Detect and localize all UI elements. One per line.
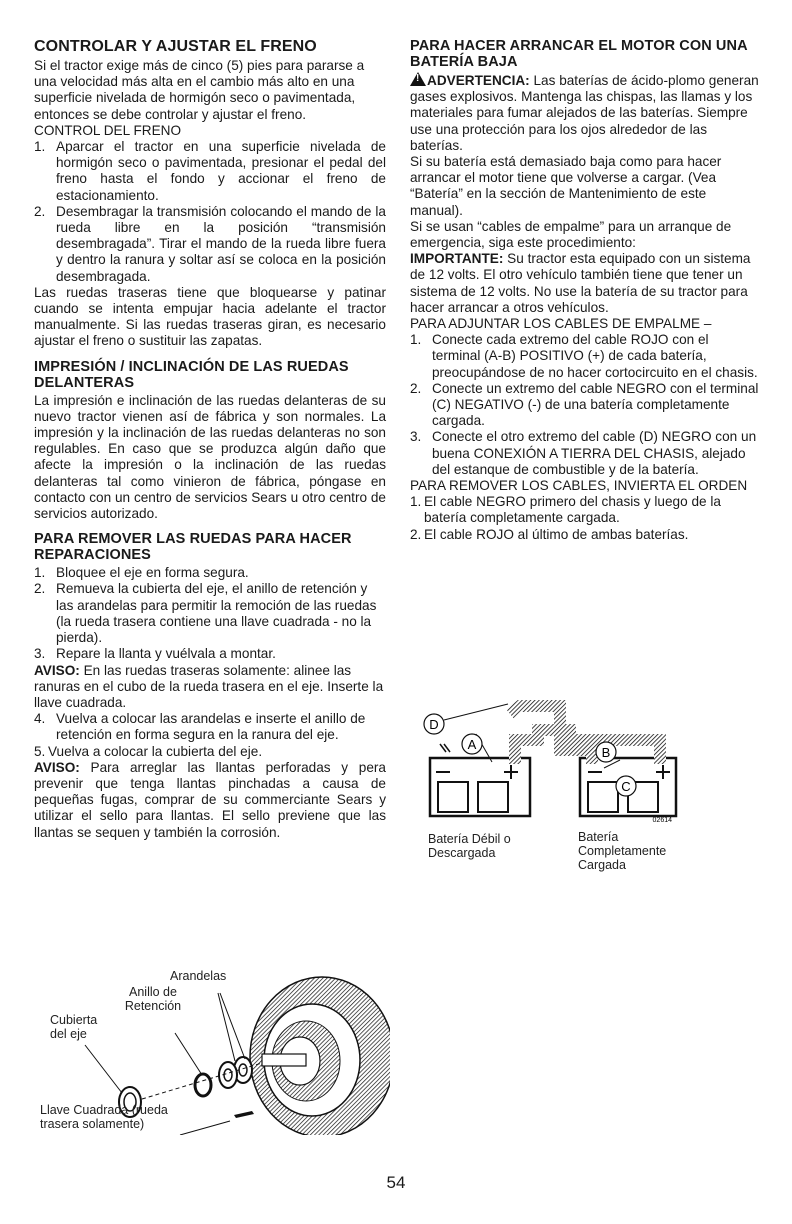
- remove-wheels-steps: [34, 565, 386, 662]
- list-item: 1. Bloquee el eje en forma segura.: [34, 565, 249, 581]
- list-item: 2. El cable ROJO al último de ambas baterías.: [410, 526, 689, 542]
- brake-heading: CONTROLAR Y AJUSTAR EL FRENO: [34, 38, 317, 55]
- list-item: 1. Conecte cada extremo del cable ROJO con el terminal (A-B) POSITIVO (+) de cada batería, preocupándose de no hacer cortocircuito en el chasis.: [410, 332, 758, 380]
- battery-diagram: [420, 700, 680, 830]
- warning-paragraph: !ADVERTENCIA: Las baterías de ácido-plomo generan gases explosivos. Mantenga las chispas, las llamas y los materiales para fumar alejados de las baterías. Siempre use una protección para los ojos alrededor de las baterías.: [410, 72, 760, 154]
- list-item: 2. Remueva la cubierta del eje, el anillo de retención y las arandelas para permitir la remoción de las ruedas (la rueda trasera contiene una llave cuadrada - no la pierda).: [34, 581, 377, 646]
- battery-jump-figure: [420, 700, 680, 875]
- list-item: 3. Conecte el otro extremo del cable (D) NEGRO con un buena CONEXIÓN A TIERRA DEL CHASIS, alejado del estanque de combustible y de la batería.: [410, 429, 757, 477]
- brake-control-subheading: CONTROL DEL FRENO: [34, 122, 182, 138]
- toe-heading: IMPRESIÓN / INCLINACIÓN DE LAS RUEDAS DELANTERAS: [34, 358, 349, 391]
- toe-text: La impresión e inclinación de las ruedas delanteras de su nuevo tractor vienen así de fábrica y son normales. La impresión y la inclinación de las ruedas delanteras no son regulables. En caso que se produzca algún daño que afecte la impresión o la inclinación de las ruedas delanteras tal como vinieron de fábrica, póngase en contacto con un centro de servicios Sears u otro centro de servicios autorizado.: [34, 392, 386, 522]
- list-item: 2. Conecte un extremo del cable NEGRO con el terminal (C) NEGATIVO (-) de una batería completamente cargada.: [410, 380, 759, 429]
- label-arandelas: Arandelas: [170, 969, 227, 983]
- aviso-1: AVISO: En las ruedas traseras solamente: alinee las ranuras en el cubo de la rueda trasera en el eje. Inserte la llave cuadrada.: [34, 662, 384, 710]
- attach-steps: [410, 332, 760, 478]
- label-weak-battery: Batería Débil o Descargada: [428, 832, 511, 860]
- list-item: 5. Vuelva a colocar la cubierta del eje.: [34, 743, 263, 759]
- remove-cables-heading: PARA REMOVER LOS CABLES, INVIERTA EL ORDEN: [410, 478, 748, 494]
- warning-icon: [410, 72, 426, 86]
- callout-b: B: [601, 745, 611, 760]
- brake-steps: [34, 139, 386, 285]
- label-cubierta: Cubierta del eje: [50, 1013, 98, 1041]
- figure-code: 02614: [652, 817, 672, 824]
- left-column: [34, 38, 386, 841]
- wheel-assembly-figure: [30, 965, 390, 1135]
- callout-c: C: [621, 779, 631, 794]
- label-anillo: Anillo de Retención: [124, 985, 182, 1013]
- jumper-intro: Si se usan “cables de empalme” para un arranque de emergencia, siga este procedimiento:: [410, 218, 732, 251]
- list-item: 4. Vuelva a colocar las arandelas e inserte el anillo de retención en forma segura en la ranura del eje.: [34, 711, 366, 743]
- list-item: 1. El cable NEGRO primero del chasis y luego de la batería completamente cargada.: [410, 494, 721, 526]
- list-item: 2. Desembragar la transmisión colocando el mando de la rueda libre en la posición “transmisión desembragada”. Tirar el mando de la rueda libre fuera y dentro la ranura y soltar así se coloca en la posición desembragada.: [34, 203, 386, 284]
- callout-d: D: [429, 717, 439, 732]
- attach-heading: PARA ADJUNTAR LOS CABLES DE EMPALME –: [410, 316, 712, 332]
- aviso-2: AVISO: Para arreglar las llantas perforadas y pera prevenir que tenga llantas pinchadas a causa de pequeñas fugas, comprar de su commerciante Sears y utilizar el sello para llantas. El sello previene que las llantas se sequen y también la corrosión.: [34, 759, 386, 840]
- important-paragraph: IMPORTANTE: Su tractor esta equipado con un sistema de 12 volts. El otro vehículo también tiene que tener un sistema de 12 volts. No use la batería de su tractor para hacer arrancar a otros vehículos.: [410, 251, 751, 315]
- brake-intro: Si el tractor exige más de cinco (5) pies para pararse a una velocidad más alta en el cambio más alto en una superficie nivelada de hormigón seco o pavimentada, entonces se debe controlar y ajustar el freno.: [34, 58, 365, 122]
- list-item: 3. Repare la llanta y vuélvala a montar.: [34, 646, 276, 662]
- callout-a: A: [467, 737, 477, 752]
- remove-wheels-heading: PARA REMOVER LAS RUEDAS PARA HACER REPARACIONES: [34, 531, 352, 564]
- brake-note: Las ruedas traseras tiene que bloquearse y patinar cuando se intenta empujar hacia adelante el tractor manualmente. Si las ruedas traseras giran, es necesario ajustar el freno o sustituir las zapatas.: [34, 284, 386, 349]
- page-number: 54: [386, 1173, 406, 1192]
- jump-start-heading: PARA HACER ARRANCAR EL MOTOR CON UNA BATERÍA BAJA: [410, 38, 748, 70]
- remove-cables-steps: [410, 494, 760, 543]
- remove-wheels-steps-2: [34, 711, 386, 760]
- label-charged-battery: Batería Completamente Cargada: [578, 830, 667, 872]
- low-battery-paragraph: Si su batería está demasiado baja como para hacer arrancar el motor tiene que volverse a cargar. (Vea “Batería” en la sección de Mantenimiento de este manual).: [410, 154, 722, 218]
- label-llave: Llave Cuadrada (rueda trasera solamente): [40, 1103, 168, 1131]
- right-column: [410, 38, 760, 543]
- list-item: 1. Aparcar el tractor en una superficie nivelada de hormigón seco o pavimentada, presionar el pedal del freno hasta el fondo y accionar el freno de estacionamiento.: [34, 139, 386, 203]
